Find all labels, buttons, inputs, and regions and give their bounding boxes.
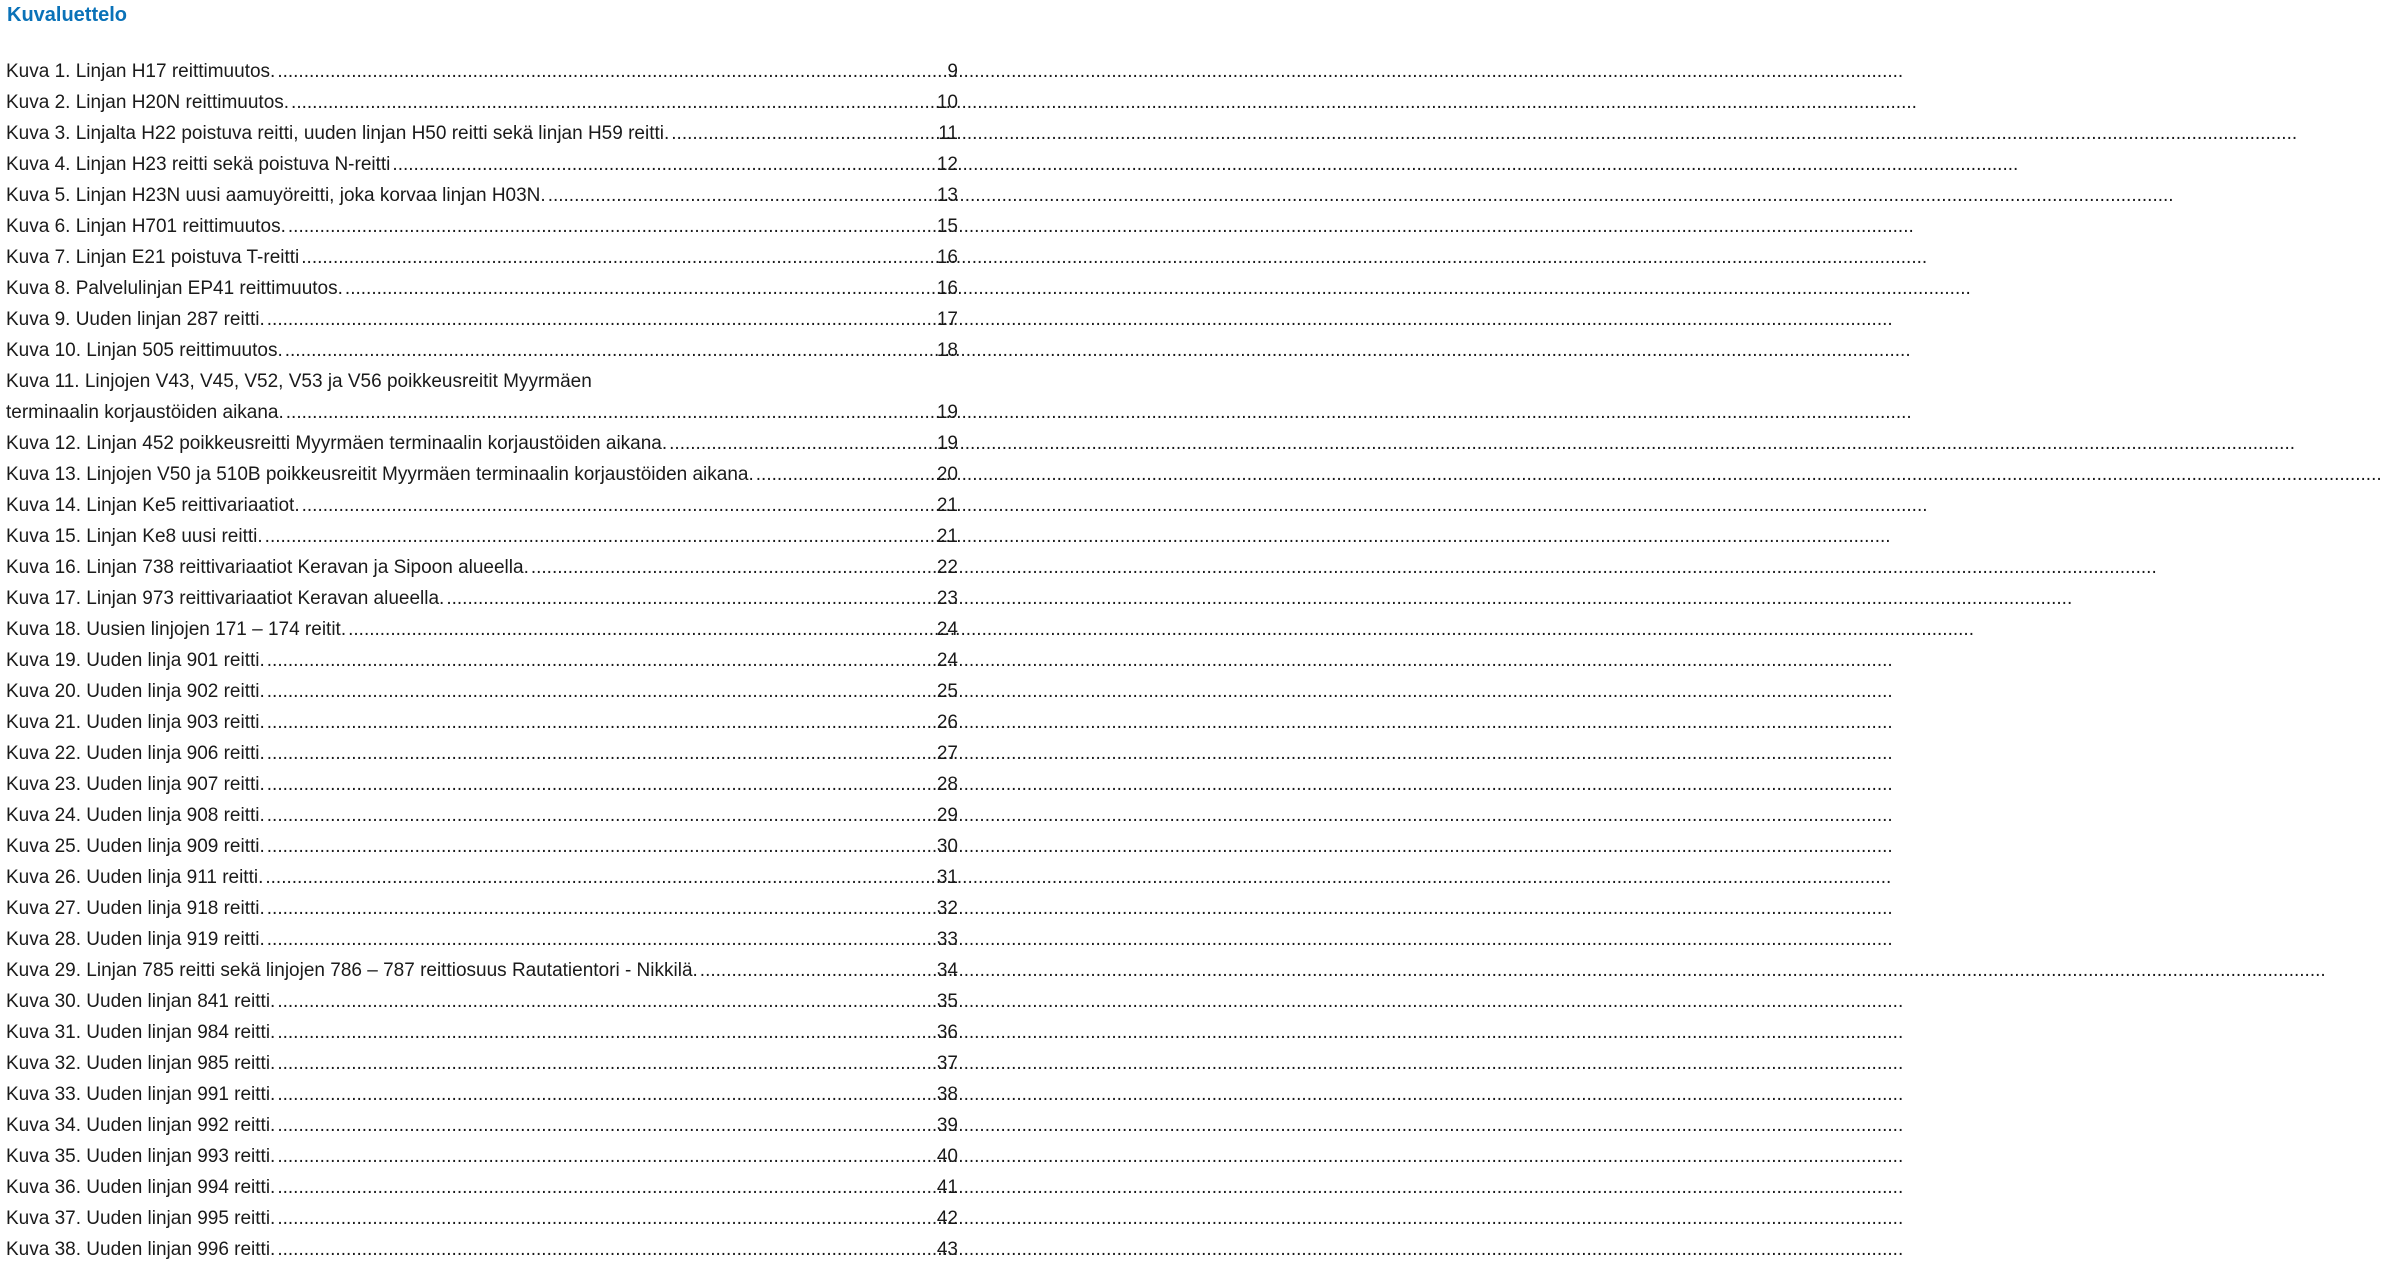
toc-entry-line [6, 707, 958, 738]
dot-leader [288, 211, 935, 242]
toc-entry-line [6, 1110, 958, 1141]
page-number: 24 [936, 650, 958, 671]
page-number: 21 [936, 495, 958, 516]
page-number: 22 [936, 557, 958, 578]
toc-entry[interactable] [6, 924, 958, 955]
toc-entry-line [6, 490, 958, 521]
toc-entry-line [6, 304, 958, 335]
dot-leader [267, 924, 935, 955]
toc-entry-line [6, 521, 958, 552]
figure-caption: Kuva 38. Uuden linjan 996 reitti. [6, 1239, 276, 1260]
page-number: 37 [936, 1053, 958, 1074]
toc-entry-line [6, 1141, 958, 1172]
page-number: 13 [936, 185, 958, 206]
toc-entry[interactable] [6, 56, 958, 87]
toc-entry-line [6, 676, 958, 707]
dot-leader [267, 831, 935, 862]
page-number: 19 [936, 433, 958, 454]
dot-leader [267, 893, 935, 924]
figure-caption: Kuva 14. Linjan Ke5 reittivariaatiot. [6, 495, 300, 516]
figure-caption: Kuva 16. Linjan 738 reittivariaatiot Keravan ja Sipoon alueella. [6, 557, 529, 578]
toc-entry-line [6, 397, 958, 428]
page-number: 21 [936, 526, 958, 547]
toc-entry[interactable] [6, 955, 958, 986]
dot-leader [265, 521, 935, 552]
toc-entry-line [6, 459, 958, 490]
page-number: 10 [936, 92, 958, 113]
list-of-figures-heading: Kuvaluettelo [7, 4, 128, 26]
toc-entry-line [6, 738, 958, 769]
dot-leader [277, 56, 945, 87]
page-number: 41 [936, 1177, 958, 1198]
figure-caption: Kuva 12. Linjan 452 poikkeusreitti Myyrmäen terminaalin korjaustöiden aikana. [6, 433, 668, 454]
toc-entry[interactable] [6, 1141, 958, 1172]
toc-entry[interactable] [6, 366, 958, 428]
toc-entry[interactable] [6, 583, 958, 614]
figure-caption: Kuva 37. Uuden linjan 995 reitti. [6, 1208, 276, 1229]
dot-leader [265, 862, 934, 893]
dot-leader [301, 242, 935, 273]
figure-caption: Kuva 4. Linjan H23 reitti sekä poistuva N-reitti [6, 154, 391, 175]
toc-entry-line [6, 180, 958, 211]
page-number: 12 [936, 154, 958, 175]
toc-entry[interactable] [6, 862, 958, 893]
figure-caption: Kuva 10. Linjan 505 reittimuutos. [6, 340, 283, 361]
page-number: 18 [936, 340, 958, 361]
dot-leader [285, 335, 935, 366]
page-number: 16 [936, 247, 958, 268]
toc-entry-line [6, 1079, 958, 1110]
toc-entry-line [6, 149, 958, 180]
toc-entry-line [6, 1203, 958, 1234]
figure-caption: Kuva 18. Uusien linjojen 171 – 174 reitit. [6, 619, 347, 640]
page-number: 11 [938, 123, 958, 144]
toc-entry-line [6, 552, 958, 583]
figure-caption: Kuva 22. Uuden linja 906 reitti. [6, 743, 265, 764]
toc-entry[interactable] [6, 552, 958, 583]
figure-caption: Kuva 2. Linjan H20N reittimuutos. [6, 92, 290, 113]
figure-caption: Kuva 9. Uuden linjan 287 reitti. [6, 309, 265, 330]
figure-caption: Kuva 32. Uuden linjan 985 reitti. [6, 1053, 276, 1074]
toc-entry-line [6, 583, 958, 614]
page-number: 43 [936, 1239, 958, 1260]
toc-entry[interactable] [6, 118, 958, 149]
toc-entry-line [6, 800, 958, 831]
toc-entry[interactable] [6, 211, 958, 242]
toc-entry[interactable] [6, 87, 958, 118]
dot-leader [267, 738, 935, 769]
list-of-figures [6, 56, 958, 1265]
figure-caption: Kuva 25. Uuden linja 909 reitti. [6, 836, 265, 857]
page-number: 36 [936, 1022, 958, 1043]
toc-entry-line [6, 242, 958, 273]
dot-leader [277, 986, 935, 1017]
dot-leader [286, 397, 935, 428]
figure-caption: Kuva 26. Uuden linja 911 reitti. [6, 867, 264, 888]
page-number: 32 [936, 898, 958, 919]
figure-caption: Kuva 23. Uuden linja 907 reitti. [6, 774, 265, 795]
toc-entry[interactable] [6, 242, 958, 273]
toc-entry-line [6, 366, 958, 397]
toc-entry-line [6, 428, 958, 459]
dot-leader [446, 583, 935, 614]
figure-caption: Kuva 19. Uuden linja 901 reitti. [6, 650, 265, 671]
figure-caption: Kuva 21. Uuden linja 903 reitti. [6, 712, 265, 733]
dot-leader [267, 304, 935, 335]
page-number: 28 [936, 774, 958, 795]
toc-entry-line [6, 1234, 958, 1265]
figure-caption: Kuva 3. Linjalta H22 poistuva reitti, uuden linjan H50 reitti sekä linjan H59 reitti. [6, 123, 670, 144]
figure-caption: Kuva 8. Palvelulinjan EP41 reittimuutos. [6, 278, 343, 299]
toc-entry[interactable] [6, 428, 958, 459]
toc-entry-line [6, 614, 958, 645]
toc-entry[interactable] [6, 1048, 958, 1079]
toc-entry[interactable] [6, 769, 958, 800]
dot-leader [277, 1203, 935, 1234]
toc-entry-line [6, 1017, 958, 1048]
page-number: 40 [936, 1146, 958, 1167]
figure-caption: Kuva 29. Linjan 785 reitti sekä linjojen 786 – 787 reittiosuus Rautatientori - Nikkilä. [6, 960, 698, 981]
dot-leader [756, 459, 935, 490]
toc-entry-line [6, 87, 958, 118]
dot-leader [548, 180, 935, 211]
page-number: 34 [936, 960, 958, 981]
toc-entry[interactable] [6, 1234, 958, 1265]
toc-entry-line [6, 56, 958, 87]
toc-entry[interactable] [6, 676, 958, 707]
toc-entry[interactable] [6, 738, 958, 769]
figure-caption: Kuva 11. Linjojen V43, V45, V52, V53 ja V56 poikkeusreitit Myyrmäen [6, 371, 592, 392]
dot-leader [267, 769, 935, 800]
toc-entry[interactable] [6, 335, 958, 366]
dot-leader [671, 118, 936, 149]
toc-entry[interactable] [6, 304, 958, 335]
dot-leader [277, 1079, 935, 1110]
page-number: 9 [947, 61, 958, 82]
dot-leader [392, 149, 934, 180]
toc-entry[interactable] [6, 273, 958, 304]
dot-leader [277, 1234, 935, 1265]
toc-entry-line [6, 211, 958, 242]
dot-leader [531, 552, 935, 583]
figure-caption: Kuva 15. Linjan Ke8 uusi reitti. [6, 526, 263, 547]
toc-entry-line [6, 924, 958, 955]
dot-leader [267, 800, 935, 831]
figure-caption: Kuva 7. Linjan E21 poistuva T-reitti [6, 247, 300, 268]
toc-entry-line [6, 273, 958, 304]
page-number: 39 [936, 1115, 958, 1136]
dot-leader [267, 645, 935, 676]
page-number: 16 [936, 278, 958, 299]
figure-caption: Kuva 28. Uuden linja 919 reitti. [6, 929, 265, 950]
dot-leader [348, 614, 935, 645]
toc-entry[interactable] [6, 490, 958, 521]
dot-leader [291, 87, 935, 118]
dot-leader [302, 490, 935, 521]
toc-entry[interactable] [6, 614, 958, 645]
page-number: 30 [936, 836, 958, 857]
page-number: 31 [936, 867, 958, 888]
toc-entry[interactable] [6, 149, 958, 180]
toc-entry[interactable] [6, 180, 958, 211]
toc-entry-line [6, 118, 958, 149]
dot-leader [277, 1141, 935, 1172]
dot-leader [277, 1017, 935, 1048]
toc-entry-line [6, 335, 958, 366]
page-number: 19 [936, 402, 958, 423]
toc-entry[interactable] [6, 459, 958, 490]
toc-entry-line [6, 1048, 958, 1079]
dot-leader [267, 707, 935, 738]
dot-leader [345, 273, 935, 304]
figure-caption: Kuva 30. Uuden linjan 841 reitti. [6, 991, 276, 1012]
toc-entry[interactable] [6, 521, 958, 552]
toc-entry-line [6, 862, 958, 893]
toc-entry[interactable] [6, 986, 958, 1017]
toc-entry-line [6, 986, 958, 1017]
page-number: 35 [936, 991, 958, 1012]
figure-caption: Kuva 20. Uuden linja 902 reitti. [6, 681, 265, 702]
dot-leader [669, 428, 935, 459]
toc-entry[interactable] [6, 1079, 958, 1110]
page-number: 26 [936, 712, 958, 733]
toc-entry-line [6, 831, 958, 862]
page-number: 38 [936, 1084, 958, 1105]
dot-leader [277, 1048, 935, 1079]
figure-caption: Kuva 33. Uuden linjan 991 reitti. [6, 1084, 276, 1105]
figure-caption: Kuva 34. Uuden linjan 992 reitti. [6, 1115, 276, 1136]
figure-caption: Kuva 1. Linjan H17 reittimuutos. [6, 61, 276, 82]
toc-entry-line [6, 769, 958, 800]
toc-entry-line [6, 1172, 958, 1203]
page-number: 20 [936, 464, 958, 485]
figure-caption: Kuva 36. Uuden linjan 994 reitti. [6, 1177, 276, 1198]
figure-caption: Kuva 6. Linjan H701 reittimuutos. [6, 216, 286, 237]
figure-caption: Kuva 5. Linjan H23N uusi aamuyöreitti, joka korvaa linjan H03N. [6, 185, 546, 206]
page-number: 17 [936, 309, 958, 330]
page-number: 27 [936, 743, 958, 764]
toc-entry-line [6, 955, 958, 986]
dot-leader [700, 955, 935, 986]
toc-entry[interactable] [6, 831, 958, 862]
figure-caption: Kuva 24. Uuden linja 908 reitti. [6, 805, 265, 826]
figure-caption: Kuva 31. Uuden linjan 984 reitti. [6, 1022, 276, 1043]
page-number: 29 [936, 805, 958, 826]
toc-entry[interactable] [6, 1172, 958, 1203]
page-number: 25 [936, 681, 958, 702]
toc-entry[interactable] [6, 800, 958, 831]
page-number: 23 [936, 588, 958, 609]
toc-entry-line [6, 893, 958, 924]
page-number: 24 [936, 619, 958, 640]
toc-entry[interactable] [6, 893, 958, 924]
dot-leader [277, 1110, 935, 1141]
toc-entry[interactable] [6, 1110, 958, 1141]
figure-caption: Kuva 27. Uuden linja 918 reitti. [6, 898, 265, 919]
figure-caption: Kuva 13. Linjojen V50 ja 510B poikkeusreitit Myyrmäen terminaalin korjaustöiden aikana. [6, 464, 754, 485]
figure-caption: Kuva 17. Linjan 973 reittivariaatiot Keravan alueella. [6, 588, 445, 609]
figure-caption: terminaalin korjaustöiden aikana. [6, 402, 284, 423]
toc-entry[interactable] [6, 1017, 958, 1048]
page-number: 33 [936, 929, 958, 950]
figure-caption: Kuva 35. Uuden linjan 993 reitti. [6, 1146, 276, 1167]
toc-entry-line [6, 645, 958, 676]
toc-entry[interactable] [6, 1203, 958, 1234]
dot-leader [267, 676, 935, 707]
toc-entry[interactable] [6, 707, 958, 738]
dot-leader [277, 1172, 935, 1203]
toc-entry[interactable] [6, 645, 958, 676]
page-number: 15 [936, 216, 958, 237]
page-number: 42 [936, 1208, 958, 1229]
document-page [0, 0, 960, 1273]
